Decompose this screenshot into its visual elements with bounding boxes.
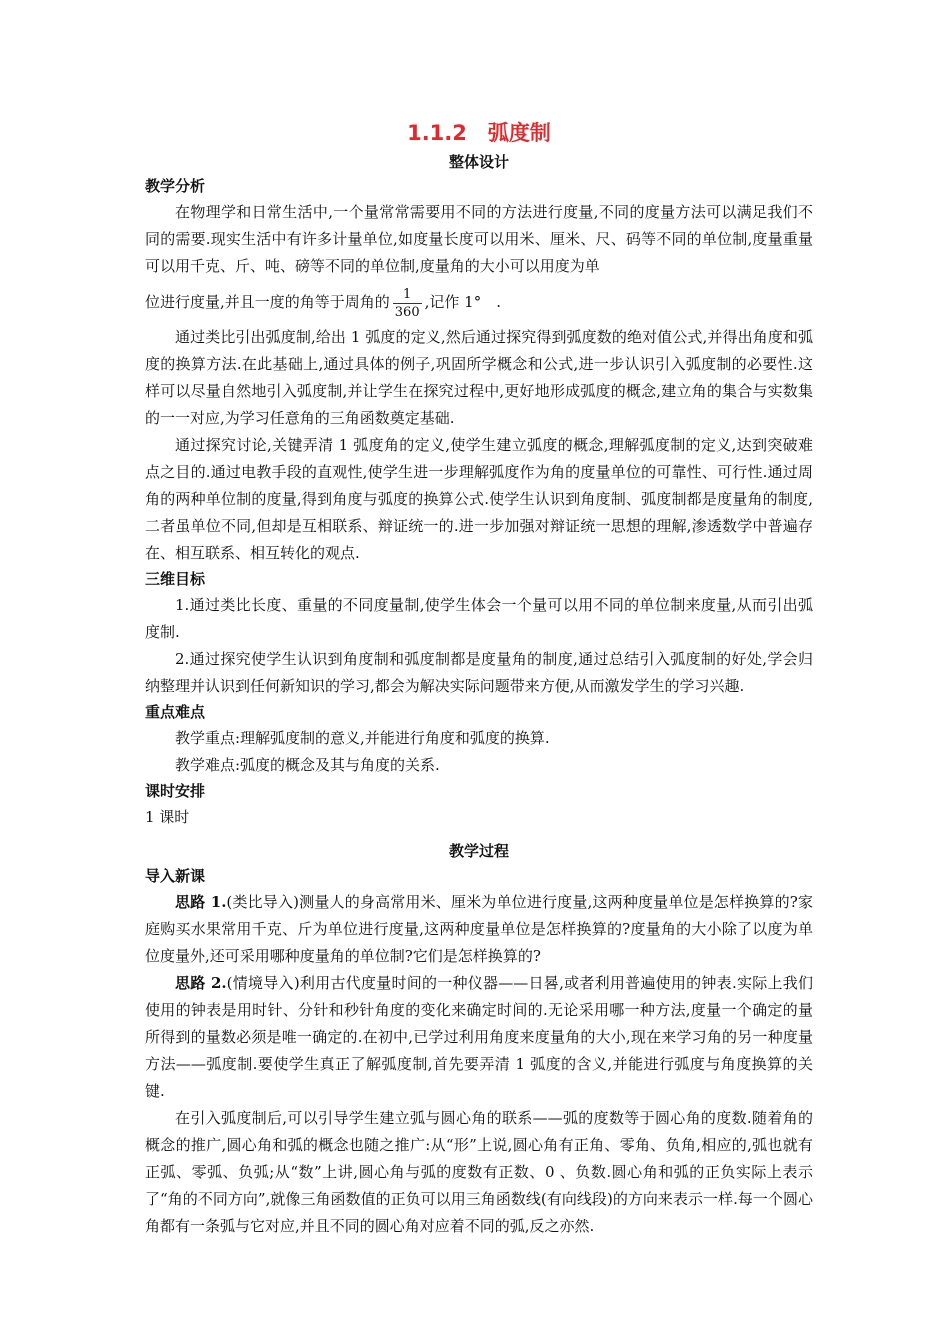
paragraph-analysis-3: 通过探究讨论,关键弄清 1 弧度角的定义,使学生建立弧度的概念,理解弧度制的定义,达到突破难点之目的.通过电教手段的直观性,使学生进一步理解弧度作为角的度量单位的可靠性、可行性.通过周角的两种单位制的度量,得到角度与弧度的换算公式.使学生认识到角度制、弧度制都是度量角的制度,二者虽单位不同,但却是互相联系、辩证统一的.进一步加强对辩证统一思想的理解,渗透数学中普遍存在、相互联系、相互转化的观点.: [145, 436, 813, 562]
goal-1: 1.通过类比长度、重量的不同度量制,使学生体会一个量可以用不同的单位制来度量,从而引出弧度制.: [145, 596, 813, 641]
heading-process: 教学过程: [448, 842, 509, 860]
idea-1-label: 思路 1.: [175, 893, 227, 911]
paragraph-analysis-2: 通过类比引出弧度制,给出 1 弧度的定义,然后通过探究得到弧度数的绝对值公式,并得出角度和弧度的换算方法.在此基础上,通过具体的例子,巩固所学概念和公式,进一步认识引入弧度制的必要性.这样可以尽量自然地引入弧度制,并让学生在探究过程中,更好地形成弧度的概念,建立角的集合与实数集的一一对应,为学习任意角的三角函数奠定基础.: [145, 328, 813, 427]
idea-1-text: (类比导入)测量人的身高常用米、厘米为单位进行度量,这两种度量单位是怎样换算的?家庭购买水果常用千克、斤为单位进行度量,这两种度量单位是怎样换算的?度量角的大小除了以度为单位度量外,还可采用哪种度量角的单位制?它们是怎样换算的?: [145, 893, 813, 965]
document-page: [145, 118, 813, 1240]
keypoint-difficulty: 教学难点:弧度的概念及其与角度的关系.: [175, 756, 440, 774]
paragraph-analysis-1-cont: [145, 280, 813, 324]
heading-goals: 三维目标: [145, 570, 206, 588]
schedule-value: 1 课时: [145, 808, 190, 826]
heading-schedule: 课时安排: [145, 782, 206, 800]
fraction-denominator: 360: [394, 304, 420, 320]
heading-keypoints: 重点难点: [145, 703, 206, 721]
fraction-one-over-360: [393, 286, 422, 321]
paragraph-analysis-1: [145, 199, 813, 280]
analysis-p1-text: 在物理学和日常生活中,一个量常常需要用不同的方法进行度量,不同的度量方法可以满足我们不同的需要.现实生活中有许多计量单位,如度量长度可以用米、厘米、尺、码等不同的单位制,度量重量可以用千克、斤、吨、磅等不同的单位制,度量角的大小可以用度为单: [145, 203, 813, 275]
idea-2-label: 思路 2.: [175, 974, 227, 992]
analysis-p1-line4: 位进行度量,并且一度的角等于周角的: [145, 293, 390, 311]
heading-analysis: 教学分析: [145, 177, 206, 195]
idea-1: [145, 889, 813, 970]
heading-intro: 导入新课: [145, 867, 206, 885]
idea-2: [145, 970, 813, 1105]
analysis-p1-after: ,记作 1° .: [424, 293, 501, 311]
fraction-numerator: 1: [393, 286, 422, 304]
idea-2-text: (情境导入)利用古代度量时间的一种仪器——日晷,或者利用普遍使用的钟表.实际上我们使用的钟表是用时针、分针和秒针角度的变化来确定时间的.无论采用哪一种方法,度量一个确定的量所得到的量数必须是唯一确定的.在初中,已学过利用角度来度量角的大小,现在来学习角的另一种度量方法——弧度制.要使学生真正了解弧度制,首先要弄清 1 弧度的含义,并能进行弧度与角度换算的关键.: [145, 974, 813, 1100]
section-subtitle: 整体设计: [448, 153, 509, 171]
paragraph-process-last: 在引入弧度制后,可以引导学生建立弧与圆心角的联系——弧的度数等于圆心角的度数.随着角的概念的推广,圆心角和弧的概念也随之推广:从“形”上说,圆心角有正角、零角、负角,相应的,弧也就有正弧、零弧、负弧;从“数”上讲,圆心角与弧的度数有正数、0 、负数.圆心角和弧的正负实际上表示了“角的不同方向”,就像三角函数值的正负可以用三角函数线(有向线段)的方向来表示一样.每一个圆心角都有一条弧与它对应,并且不同的圆心角对应着不同的弧,反之亦然.: [145, 1109, 813, 1235]
document-title: 1.1.2 弧度制: [407, 121, 551, 145]
keypoint-focus: 教学重点:理解弧度制的意义,并能进行角度和弧度的换算.: [175, 729, 550, 747]
goal-2: 2.通过探究使学生认识到角度制和弧度制都是度量角的制度,通过总结引入弧度制的好处,学会归纳整理并认识到任何新知识的学习,都会为解决实际问题带来方便,从而激发学生的学习兴趣.: [145, 650, 813, 695]
